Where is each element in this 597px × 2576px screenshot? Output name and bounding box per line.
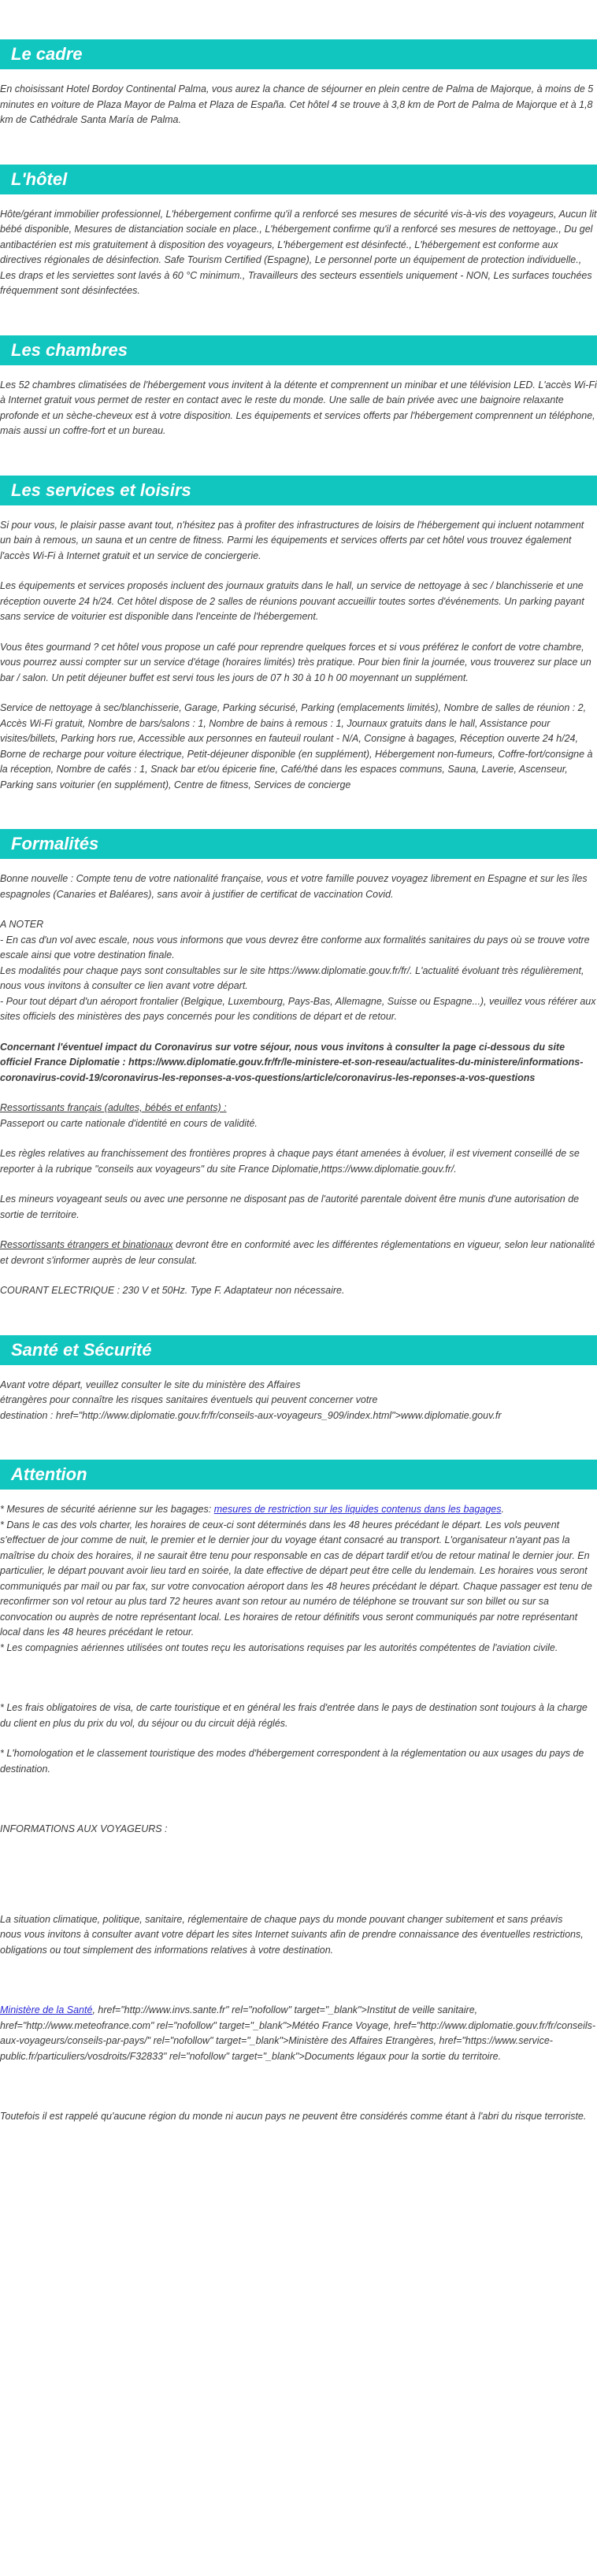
attention-flights bbox=[0, 1502, 597, 1656]
luggage-rules-end: . bbox=[501, 1504, 504, 1515]
section-cadre bbox=[0, 39, 597, 128]
luggage-rules-label: * Mesures de sécurité aérienne sur les bagages: bbox=[0, 1504, 214, 1515]
liquids-restriction-link[interactable]: mesures de restriction sur les liquides contenus dans les bagages bbox=[213, 1504, 502, 1515]
terrorism-notice: Toutefois il est rappelé qu'aucune région du monde ni aucun pays ne peuvent être considérés comme étant à l'abri du risque terroriste. bbox=[0, 2111, 587, 2122]
section-body-chambres bbox=[0, 365, 597, 439]
section-formalites bbox=[0, 829, 597, 1299]
note-line: - Pour tout départ d'un aéroport frontalier (Belgique, Luxembourg, Pays-Bas, Allemagne, Suisse ou Espagne...), veuillez vous référer aux sites officiels des ministères des pays concernés pour les conditions de départ et de retour. bbox=[0, 995, 596, 1022]
charter-flights-text: * Dans le cas des vols charter, les horaires de ceux-ci sont déterminés dans les 48 heures précédant le départ. Les vols peuvent s'effectuer de jour comme de nuit, le premier et le dernier jour du voyage étant consacré au transport. L'organisateur n'ayant pas la maîtrise du choix des horaires, il ne saurait être tenu pour responsable en cas de départ tardif et/ou de retour matinal le dernier jour. En particulier, le départ pouvant avoir lieu tard en soirée, la date effective de départ peut être celle du lendemain. Les horaires vous seront communiqués par mail ou par fax, sur votre convocation aéroport dans les 48 heures précédant le départ. Chaque passager est tenu de reconfirmer son vol retour au plus tard 72 heures avant son retour au numéro de téléphone se trouvant sur son billet ou sur sa convocation ou auprès de notre représentant local. Les horaires de retour définitifs vous seront communiqués par notre représentant local dans les 48 heures précédant le retour. bbox=[0, 1519, 592, 1638]
french-nationals-title: Ressortissants français (adultes, bébés et enfants) : bbox=[0, 1102, 227, 1113]
section-title-hotel: L'hôtel bbox=[0, 165, 597, 194]
section-body-formalites bbox=[0, 859, 597, 1299]
section-sante bbox=[0, 1335, 597, 1424]
formalites-note bbox=[0, 917, 597, 1025]
coronavirus-notice: Concernant l'éventuel impact du Coronavirus sur votre séjour, nous vous invitons à consulter la page ci-dessous du site officiel France Diplomatie : https://www.diplomatie.gouv.fr/fr/le-ministere-et-son-reseau/actualites-du-ministere/informations-coronavirus-covid-19/coronavirus-les-reponses-a-vos-questions/article/coronavirus-les-reponses-a-vos-questions bbox=[0, 1041, 584, 1083]
sante-text bbox=[0, 1378, 597, 1424]
section-body-cadre bbox=[0, 69, 597, 128]
electric-current: COURANT ELECTRIQUE : 230 V et 50Hz. Type F. Adaptateur non nécessaire. bbox=[0, 1285, 345, 1296]
french-nationals bbox=[0, 1101, 597, 1131]
section-title-attention: Attention bbox=[0, 1460, 597, 1490]
hotel-description-page bbox=[0, 39, 597, 2156]
services-list: Service de nettoyage à sec/blanchisserie, Garage, Parking sécurisé, Parking (emplacements limités), Nombre de salles de réunion : 2, Accès Wi-Fi gratuit, Nombre de bars/salons : 1, Nombre de bains à remous : 1, Journaux gratuits dans le hall, Assistance pour visites/billets, Parking hors rue, Accessible aux personnes en fauteuil roulant - N/A, Consigne à bagages, Réception ouverte 24 h/24, Borne de recharge pour voiture électrique, Petit-déjeuner disponible (en supplément), Hébergement non-fumeurs, Coffre-fort/consigne à la réception, Nombre de cafés : 1, Snack bar et/ou épicerie fine, Café/thé dans les espaces communs, Sauna, Laverie, Ascenseur, Parking sans voiturier (en supplément), Centre de fitness, Services de concierge bbox=[0, 702, 593, 790]
traveler-info-heading: INFORMATIONS AUX VOYAGEURS : bbox=[0, 1823, 168, 1834]
section-body-hotel bbox=[0, 194, 597, 299]
section-title-services: Les services et loisirs bbox=[0, 476, 597, 505]
foreign-nationals-text: devront être en conformité avec les différentes réglementations en vigueur, selon leur nationalité et devront s'informer auprès de leur consulat. bbox=[0, 1239, 595, 1266]
sante-line: destination : href="http://www.diplomatie.gouv.fr/fr/conseils-aux-voyageurs_909/index.html">www.diplomatie.gouv.fr bbox=[0, 1409, 502, 1421]
section-body-attention bbox=[0, 1490, 597, 2125]
section-attention bbox=[0, 1460, 597, 2125]
french-nationals-text: Passeport ou carte nationale d'identité en cours de validité. bbox=[0, 1117, 258, 1129]
hotel-text: Hôte/gérant immobilier professionnel, L'hébergement confirme qu'il a renforcé ses mesures de sécurité vis-à-vis des voyageurs, Aucun lit bébé disponible, Mesures de distanciation sociale en place., L'hébergement confirme qu'il a renforcé ses mesures de nettoyage., Du gel antibactérien est mis gratuitement à disposition des voyageurs, L'hébergement est désinfecté., L'hébergement est conforme aux directives régionales de désinfection. Safe Tourism Certified (Espagne), Le personnel porte un équipement de protection individuelle., Les draps et les serviettes sont lavés à 60 °C minimum., Travailleurs des secteurs essentiels uniquement - NON, Les surfaces touchées fréquemment sont désinfectées. bbox=[0, 208, 597, 296]
services-paragraph: Vous êtes gourmand ? cet hôtel vous propose un café pour reprendre quelques forces et si vous préférez le confort de votre chambre, vous pourrez aussi compter sur un service d'étage (horaires limités) très pratique. Pour bien finir la journée, vous trouverez sur place un bar / salon. Un petit déjeuner buffet est servi tous les jours de 07 h 30 à 10 h 00 moyennant un supplément. bbox=[0, 641, 591, 683]
section-title-sante: Santé et Sécurité bbox=[0, 1335, 597, 1365]
foreign-nationals-title: Ressortissants étrangers et binationaux bbox=[0, 1239, 173, 1250]
foreign-nationals bbox=[0, 1238, 597, 1268]
cadre-text: En choisissant Hotel Bordoy Continental Palma, vous aurez la chance de séjourner en plein centre de Palma de Majorque, à moins de 5 minutes en voiture de Plaza Mayor de Palma et Plaza de España. Cet hôtel 4 se trouve à 3,8 km de Port de Palma de Majorque et à 1,8 km de Cathédrale Santa María de Palma. bbox=[0, 83, 594, 125]
traveler-info-line: La situation climatique, politique, sanitaire, réglementaire de chaque pays du monde pouvant changer subitement et sans préavis bbox=[0, 1913, 563, 1925]
border-rules: Les règles relatives au franchissement des frontières propres à chaque pays étant amenées à évoluer, il est vivement conseillé de se reporter à la rubrique "conseils aux voyageurs" du site France Diplomatie,https://www.diplomatie.gouv.fr/. bbox=[0, 1148, 580, 1175]
airlines-text: * Les compagnies aériennes utilisées ont toutes reçu les autorisations requises par les autorités compétentes de l'aviation civile. bbox=[0, 1641, 558, 1653]
chambres-text: Les 52 chambres climatisées de l'hébergement vous invitent à la détente et comprennent un minibar et une télévision LED. L'accès Wi-Fi à Internet gratuit vous permet de rester en contact avec le reste du monde. Une salle de bain privée avec une baignoire relaxante profonde et un sèche-cheveux est à votre disposition. Les équipements et services offerts par l'hébergement comprennent un téléphone, mais aussi un coffre-fort et un bureau. bbox=[0, 379, 597, 436]
ministere-sante-link[interactable]: Ministère de la Santé bbox=[0, 2004, 93, 2015]
sante-line: étrangères pour connaître les risques sanitaires éventuels qui peuvent concerner votre bbox=[0, 1394, 378, 1405]
section-title-cadre: Le cadre bbox=[0, 39, 597, 69]
section-chambres bbox=[0, 335, 597, 439]
section-title-chambres: Les chambres bbox=[0, 335, 597, 365]
traveler-info-text bbox=[0, 1912, 597, 1959]
section-title-formalites: Formalités bbox=[0, 829, 597, 859]
section-services bbox=[0, 476, 597, 794]
accommodation-rating: * L'homologation et le classement touristique des modes d'hébergement correspondent à la réglementation ou aux usages du pays de destination. bbox=[0, 1748, 584, 1775]
section-body-services bbox=[0, 505, 597, 794]
sante-line: Avant votre départ, veuillez consulter le site du ministère des Affaires bbox=[0, 1379, 301, 1390]
note-heading: A NOTER bbox=[0, 919, 44, 930]
useful-links-text: , href="http://www.invs.sante.fr" rel="nofollow" target="_blank">Institut de veille sanitaire, href="http://www.meteofrance.com" rel="nofollow" target="_blank">Météo France Voyage, href="http://www.diplomatie.gouv.fr/fr/conseils-aux-voyageurs/conseils-par-pays/" rel="nofollow" target="_blank">Ministère des Affaires Etrangères, href="https://www.service-public.fr/particuliers/vosdroits/F32833" rel="nofollow" target="_blank">Documents légaux pour la sortie du territoire. bbox=[0, 2004, 596, 2062]
formalites-intro: Bonne nouvelle : Compte tenu de votre nationalité française, vous et votre famille pouvez voyagez librement en Espagne et sur les îles espagnoles (Canaries et Baléares), sans avoir à justifier de certificat de vaccination Covid. bbox=[0, 873, 588, 900]
section-body-sante bbox=[0, 1365, 597, 1424]
useful-links bbox=[0, 2003, 597, 2064]
note-line: - En cas d'un vol avec escale, nous vous informons que vous devrez être conforme aux formalités sanitaires du pays où se trouve votre escale ainsi que votre destination finale. bbox=[0, 934, 590, 960]
services-paragraph: Si pour vous, le plaisir passe avant tout, n'hésitez pas à profiter des infrastructures de loisirs de l'hébergement qui incluent notamment un bain à remous, un sauna et un centre de fitness. Parmi les équipements et services offerts par cet hôtel vous trouvez également l'accès Wi-Fi à Internet gratuit et un service de conciergerie. bbox=[0, 519, 584, 561]
visa-fees: * Les frais obligatoires de visa, de carte touristique et en général les frais d'entrée dans le pays de destination sont toujours à la charge du client en plus du prix du vol, du séjour ou du circuit déjà réglés. bbox=[0, 1702, 588, 1729]
section-hotel bbox=[0, 165, 597, 299]
note-line: Les modalités pour chaque pays sont consultables sur le site https://www.diplomatie.gouv.fr/fr/. L'actualité évoluant très régulièrement, nous vous invitons à consulter ce lien avant votre départ. bbox=[0, 964, 584, 991]
services-paragraph: Les équipements et services proposés incluent des journaux gratuits dans le hall, un service de nettoyage à sec / blanchisserie et une réception ouverte 24 h/24. Cet hôtel dispose de 2 salles de réunions pouvant accueillir toutes sortes d'événements. Un parking payant sans service de voiturier est disponible dans l'enceinte de l'hébergement. bbox=[0, 580, 584, 622]
minors-rules: Les mineurs voyageant seuls ou avec une personne ne disposant pas de l'autorité parentale doivent être munis d'une autorisation de sortie de territoire. bbox=[0, 1194, 580, 1220]
traveler-info-line: nous vous invitons à consulter avant votre départ les sites Internet suivants afin de prendre connaissance des éventuelles restrictions, obligations ou tout simplement des informations relatives à votre destination. bbox=[0, 1929, 584, 1956]
